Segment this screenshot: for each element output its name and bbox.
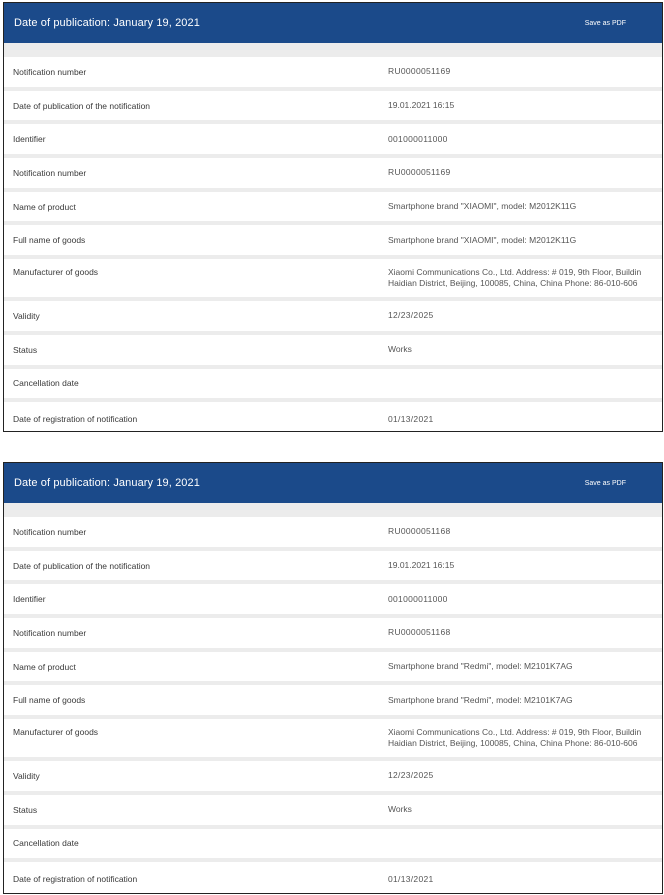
- field-label: Status: [13, 344, 38, 355]
- manufacturer-line-1: Xiaomi Communications Co., Ltd. Address: # 019, 9th Floor, Buildin: [388, 727, 642, 738]
- field-label: Cancellation date: [13, 378, 79, 389]
- field-value: Works: [388, 804, 412, 815]
- field-label: Notification number: [13, 167, 87, 178]
- save-as-pdf-link[interactable]: Save as PDF: [584, 479, 626, 487]
- field-row: [4, 158, 662, 192]
- field-row: [4, 862, 662, 894]
- field-label: Date of publication of the notification: [13, 100, 151, 111]
- manufacturer-line-2: Haidian District, Beijing, 100085, China, China Phone: 86-010-606: [388, 738, 638, 749]
- field-value: 001000011000: [388, 593, 448, 604]
- field-label: Validity: [13, 770, 40, 781]
- field-row: [4, 301, 662, 335]
- field-value: Smartphone brand "XIAOMI", model: M2012K11G: [388, 201, 577, 212]
- field-row: [4, 369, 662, 403]
- card-header: [4, 463, 662, 503]
- field-value: 01/13/2021: [388, 413, 434, 424]
- notification-card-1: [3, 2, 663, 432]
- field-label: Date of registration of notification: [13, 414, 138, 425]
- field-row: [4, 761, 662, 795]
- save-as-pdf-link[interactable]: Save as PDF: [584, 19, 626, 27]
- field-row: [4, 795, 662, 829]
- field-row: [4, 225, 662, 259]
- field-value: RU0000051168: [388, 627, 451, 638]
- field-row: [4, 584, 662, 618]
- field-row: [4, 618, 662, 652]
- field-label: Status: [13, 804, 38, 815]
- field-row: [4, 192, 662, 226]
- field-row: [4, 124, 662, 158]
- header-spacer: [4, 43, 662, 57]
- field-row: [4, 517, 662, 551]
- field-row: [4, 551, 662, 585]
- field-label: Manufacturer of goods: [13, 267, 99, 278]
- publication-date-title: Date of publication: January 19, 2021: [14, 17, 200, 29]
- field-label: Date of publication of the notification: [13, 560, 151, 571]
- field-label: Identifier: [13, 134, 46, 145]
- field-label: Name of product: [13, 661, 76, 672]
- field-label: Name of product: [13, 201, 76, 212]
- field-value: RU0000051169: [388, 167, 451, 178]
- field-label: Cancellation date: [13, 838, 79, 849]
- field-row: [4, 719, 662, 761]
- field-value: [388, 727, 662, 749]
- field-value: 19.01.2021 16:15: [388, 560, 455, 571]
- field-value: Smartphone brand "Redmi", model: M2101K7AG: [388, 661, 573, 672]
- field-value: 001000011000: [388, 133, 448, 144]
- notification-card-2: [3, 462, 663, 894]
- field-row: [4, 652, 662, 686]
- publication-date-title: Date of publication: January 19, 2021: [14, 477, 200, 489]
- field-value: Smartphone brand "XIAOMI", model: M2012K11G: [388, 234, 577, 245]
- manufacturer-line-2: Haidian District, Beijing, 100085, China, China Phone: 86-010-606: [388, 278, 638, 289]
- field-label: Notification number: [13, 66, 87, 77]
- field-row: [4, 335, 662, 369]
- field-label: Validity: [13, 310, 40, 321]
- field-value: 12/23/2025: [388, 310, 434, 321]
- field-value: RU0000051169: [388, 66, 451, 77]
- field-row: [4, 91, 662, 125]
- field-row: [4, 829, 662, 863]
- card-header: [4, 3, 662, 43]
- field-row: [4, 685, 662, 719]
- field-label: Notification number: [13, 526, 87, 537]
- field-value: Works: [388, 344, 412, 355]
- field-label: Full name of goods: [13, 235, 86, 246]
- field-value: 12/23/2025: [388, 770, 434, 781]
- field-label: Date of registration of notification: [13, 874, 138, 885]
- field-label: Manufacturer of goods: [13, 727, 99, 738]
- field-value: Smartphone brand "Redmi", model: M2101K7AG: [388, 694, 573, 705]
- field-value: 19.01.2021 16:15: [388, 100, 455, 111]
- field-label: Identifier: [13, 594, 46, 605]
- field-row: [4, 57, 662, 91]
- field-label: Full name of goods: [13, 695, 86, 706]
- field-value: 01/13/2021: [388, 873, 434, 884]
- field-row: [4, 402, 662, 432]
- field-row: [4, 259, 662, 301]
- field-label: Notification number: [13, 627, 87, 638]
- field-value: RU0000051168: [388, 526, 451, 537]
- field-value: [388, 267, 662, 289]
- manufacturer-line-1: Xiaomi Communications Co., Ltd. Address: # 019, 9th Floor, Buildin: [388, 267, 642, 278]
- header-spacer: [4, 503, 662, 517]
